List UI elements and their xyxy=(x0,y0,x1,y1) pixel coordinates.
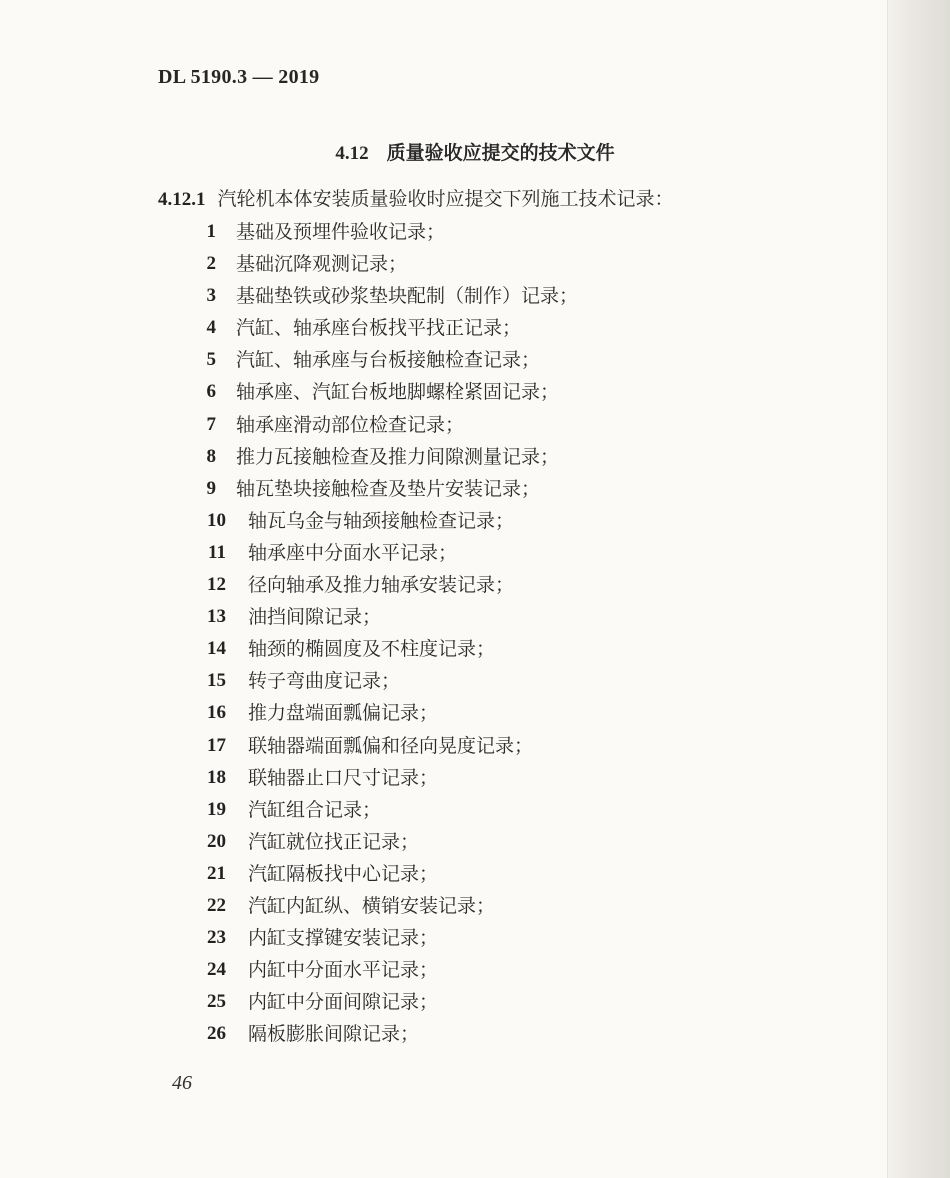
item-number: 8 xyxy=(206,445,216,467)
item-number: 5 xyxy=(206,349,216,371)
item-number: 26 xyxy=(207,1023,226,1045)
item-text: 汽缸、轴承座台板找平找正记录； xyxy=(236,317,522,340)
item-number: 24 xyxy=(207,959,226,981)
list-item xyxy=(0,730,880,762)
page-number: 46 xyxy=(172,1072,192,1094)
item-number: 7 xyxy=(206,413,216,435)
list-item xyxy=(0,954,880,986)
list-item xyxy=(0,890,880,922)
item-number: 17 xyxy=(207,734,226,756)
list-item xyxy=(0,216,880,248)
item-text: 径向轴承及推力轴承安装记录； xyxy=(248,574,515,597)
list-item xyxy=(0,922,880,954)
item-number: 13 xyxy=(207,606,226,628)
item-text: 推力瓦接触检查及推力间隙测量记录； xyxy=(236,445,560,468)
item-number: 12 xyxy=(207,574,226,596)
list-item xyxy=(0,537,880,569)
item-number: 1 xyxy=(206,221,216,242)
list-item xyxy=(0,569,880,601)
item-text: 内缸支撑键安装记录； xyxy=(248,927,439,950)
item-number: 16 xyxy=(207,702,226,724)
item-number: 21 xyxy=(207,862,226,884)
item-number: 14 xyxy=(207,638,226,660)
list-item xyxy=(0,762,880,794)
item-text: 轴承座、汽缸台板地脚螺栓紧固记录； xyxy=(236,381,560,404)
item-number: 20 xyxy=(207,830,226,852)
section-number: 4.12 xyxy=(335,143,369,164)
clause-intro xyxy=(158,184,674,211)
list-item xyxy=(0,697,880,729)
item-text: 转子弯曲度记录； xyxy=(248,670,401,693)
item-number: 6 xyxy=(206,381,216,403)
clause-number: 4.12.1 xyxy=(158,189,206,210)
list-item xyxy=(0,858,880,890)
item-text: 基础垫铁或砂浆垫块配制（制作）记录； xyxy=(236,285,579,308)
record-list xyxy=(0,216,880,1050)
item-text: 汽缸隔板找中心记录； xyxy=(248,862,439,885)
list-item xyxy=(0,376,880,408)
item-number: 15 xyxy=(207,670,226,692)
item-number: 10 xyxy=(207,509,226,531)
list-item xyxy=(0,473,880,505)
item-number: 4 xyxy=(206,317,216,339)
list-item xyxy=(0,312,880,344)
clause-text: 汽轮机本体安装质量验收时应提交下列施工技术记录： xyxy=(217,188,674,210)
item-text: 轴承座滑动部位检查记录； xyxy=(236,413,465,436)
document-code: DL 5190.3 — 2019 xyxy=(158,66,320,88)
item-number: 18 xyxy=(207,766,226,788)
item-text: 轴瓦垫块接触检查及垫片安装记录； xyxy=(236,477,541,500)
list-item xyxy=(0,601,880,633)
item-text: 基础及预埋件验收记录； xyxy=(236,221,446,243)
page-edge-shadow xyxy=(887,0,950,1178)
item-number: 11 xyxy=(208,541,226,563)
item-text: 轴颈的椭圆度及不柱度记录； xyxy=(248,638,496,661)
item-number: 9 xyxy=(206,477,216,499)
item-text: 内缸中分面水平记录； xyxy=(248,959,439,982)
item-text: 轴瓦乌金与轴颈接触检查记录； xyxy=(248,509,515,532)
list-item xyxy=(0,280,880,312)
item-text: 汽缸就位找正记录； xyxy=(248,830,420,853)
item-number: 3 xyxy=(206,285,216,307)
item-text: 隔板膨胀间隙记录； xyxy=(248,1023,420,1046)
item-text: 基础沉降观测记录； xyxy=(236,253,408,276)
item-text: 油挡间隙记录； xyxy=(248,606,382,629)
item-text: 汽缸内缸纵、横销安装记录； xyxy=(248,894,496,917)
item-text: 联轴器止口尺寸记录； xyxy=(248,766,439,789)
item-text: 轴承座中分面水平记录； xyxy=(248,541,458,564)
list-item xyxy=(0,344,880,376)
list-item xyxy=(0,633,880,665)
item-number: 25 xyxy=(207,991,226,1013)
list-item xyxy=(0,665,880,697)
list-item xyxy=(0,505,880,537)
list-item xyxy=(0,409,880,441)
item-text: 汽缸、轴承座与台板接触检查记录； xyxy=(236,349,541,372)
item-text: 推力盘端面瓢偏记录； xyxy=(248,702,439,725)
section-heading xyxy=(0,138,950,165)
section-title: 质量验收应提交的技术文件 xyxy=(386,142,615,164)
item-number: 19 xyxy=(207,798,226,820)
item-number: 22 xyxy=(207,894,226,916)
list-item xyxy=(0,441,880,473)
list-item xyxy=(0,1018,880,1050)
item-text: 汽缸组合记录； xyxy=(248,798,382,821)
list-item xyxy=(0,248,880,280)
list-item xyxy=(0,794,880,826)
list-item xyxy=(0,826,880,858)
item-number: 23 xyxy=(207,927,226,949)
list-item xyxy=(0,986,880,1018)
item-number: 2 xyxy=(206,253,216,275)
item-text: 联轴器端面瓢偏和径向晃度记录； xyxy=(248,734,534,757)
item-text: 内缸中分面间隙记录； xyxy=(248,991,439,1014)
